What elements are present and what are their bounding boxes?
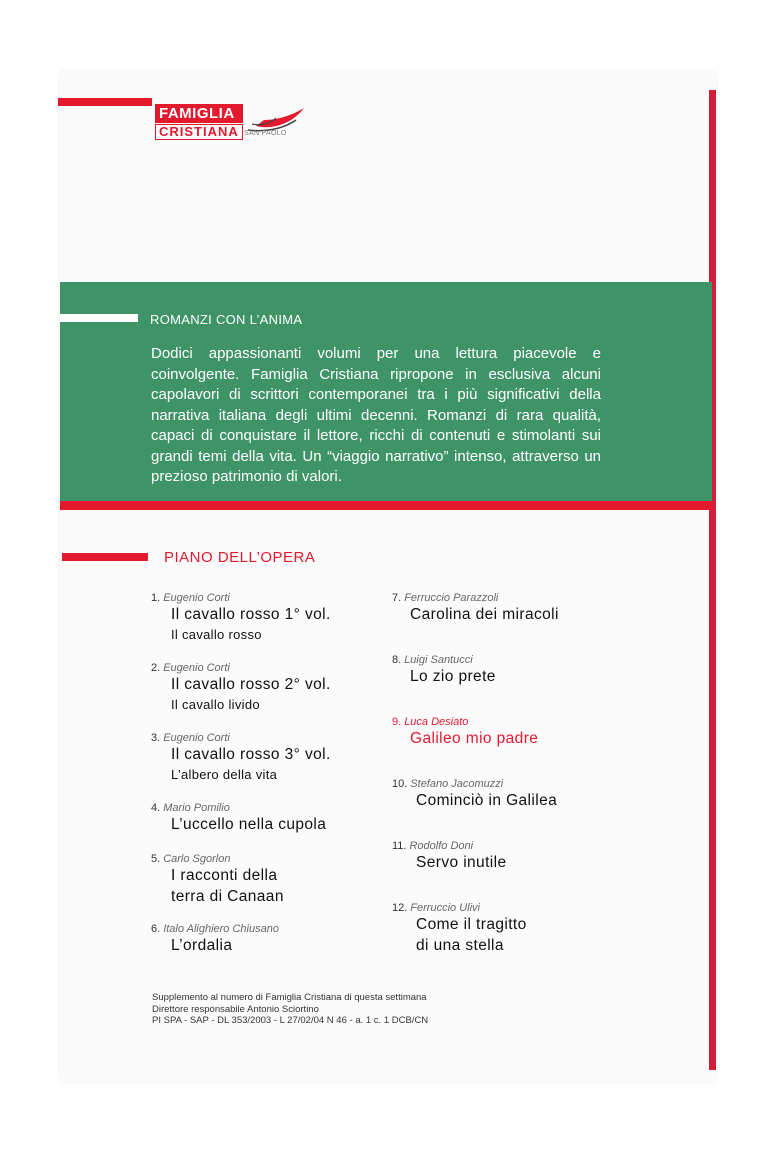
imprint-line-1: Supplemento al numero di Famiglia Cristiana di questa settimana — [152, 992, 427, 1003]
volume-title: L’uccello nella cupola — [171, 816, 327, 833]
page-edge-stripe — [709, 90, 716, 1070]
volume-title-line-2: di una stella — [416, 937, 504, 954]
volume-subtitle: Il cavallo rosso — [171, 627, 262, 642]
plan-title: PIANO DELL’OPERA — [164, 549, 316, 566]
volume-title: Il cavallo rosso 2° vol. — [171, 676, 331, 693]
volume-item-10 — [392, 778, 557, 811]
volume-author: Eugenio Corti — [163, 592, 230, 604]
volume-item-1 — [151, 592, 331, 644]
imprint-line-2: Direttore responsabile Antonio Sciortino — [152, 1003, 319, 1015]
series-panel-red-stripe — [60, 501, 712, 510]
volume-number: 12. — [392, 902, 408, 914]
logo-line-2: CRISTIANA — [155, 124, 243, 140]
volume-subtitle: L’albero della vita — [171, 767, 278, 782]
imprint-notice — [152, 992, 428, 1027]
volume-number: 8. — [392, 654, 402, 666]
header-accent-bar — [58, 98, 152, 106]
logo-line-1: FAMIGLIA — [155, 104, 243, 123]
series-description: Dodici appassionanti volumi per una lettura piacevole e coinvolgente. Famiglia Cristiana ripropone in esclusiva alcuni capolavori di scrittori contemporanei tra i più significativi della narrativa italiana degli ultimi decenni. Romanzi di rara qualità, capaci di conquistare il lettore, ricchi di contenuti e stimolanti sui grandi temi della vita. Un “viaggio narrativo” intenso, attraverso un prezioso patrimonio di valori. — [151, 345, 601, 485]
volume-author: Carlo Sgorlon — [163, 853, 231, 865]
volume-title: I racconti della — [171, 867, 278, 884]
volume-number: 3. — [151, 732, 161, 744]
volume-number: 7. — [392, 592, 402, 604]
publisher-label: SAN PAOLO — [244, 130, 287, 137]
volume-author: Luca Desiato — [404, 716, 469, 728]
famiglia-cristiana-logo — [155, 104, 243, 140]
series-accent-bar — [60, 314, 138, 322]
volume-author: Rodolfo Doni — [409, 840, 474, 852]
volume-item-7 — [392, 592, 559, 625]
volume-item-5 — [151, 853, 284, 907]
volume-title: L’ordalia — [171, 937, 233, 954]
volume-number: 4. — [151, 802, 161, 814]
volume-author: Ferruccio Parazzoli — [404, 592, 499, 604]
volume-number: 11. — [392, 840, 407, 852]
volume-number: 1. — [151, 592, 161, 604]
volume-author: Stefano Jacomuzzi — [410, 778, 504, 790]
volume-author: Italo Alighiero Chiusano — [163, 923, 279, 935]
volume-title: Il cavallo rosso 1° vol. — [171, 606, 331, 623]
volume-title: Carolina dei miracoli — [410, 606, 559, 623]
volume-number: 5. — [151, 853, 161, 865]
volume-title: Il cavallo rosso 3° vol. — [171, 746, 331, 763]
volume-author: Eugenio Corti — [163, 662, 230, 674]
imprint-line-3: PI SPA - SAP - DL 353/2003 - L 27/02/04 N 46 - a. 1 c. 1 DCB/CN — [152, 1015, 429, 1026]
volume-title: Cominciò in Galilea — [416, 792, 558, 809]
volume-title-line-2: terra di Canaan — [171, 888, 284, 905]
volume-title: Lo zio prete — [410, 668, 496, 685]
volume-number: 6. — [151, 923, 161, 935]
volume-item-9 — [392, 716, 538, 749]
volume-item-6 — [151, 923, 279, 956]
volume-number: 2. — [151, 662, 161, 674]
volume-number: 10. — [392, 778, 408, 790]
volume-item-4 — [151, 802, 326, 835]
volume-author: Eugenio Corti — [163, 732, 230, 744]
volume-author: Mario Pomilio — [163, 802, 230, 814]
volume-author: Luigi Santucci — [404, 654, 473, 666]
volume-item-3 — [151, 732, 331, 784]
volume-author: Ferruccio Ulivi — [410, 902, 480, 914]
volume-number: 9. — [392, 716, 402, 728]
volume-title: Servo inutile — [416, 854, 507, 871]
volume-item-12 — [392, 902, 527, 956]
volume-item-11 — [392, 840, 507, 873]
volume-item-2 — [151, 662, 331, 714]
volume-title: Galileo mio padre — [410, 730, 539, 747]
plan-accent-bar — [62, 553, 148, 561]
series-title: ROMANZI CON L’ANIMA — [150, 312, 303, 327]
volume-item-8 — [392, 654, 496, 687]
volume-title: Come il tragitto — [416, 916, 527, 933]
volume-subtitle: Il cavallo livido — [171, 697, 260, 712]
